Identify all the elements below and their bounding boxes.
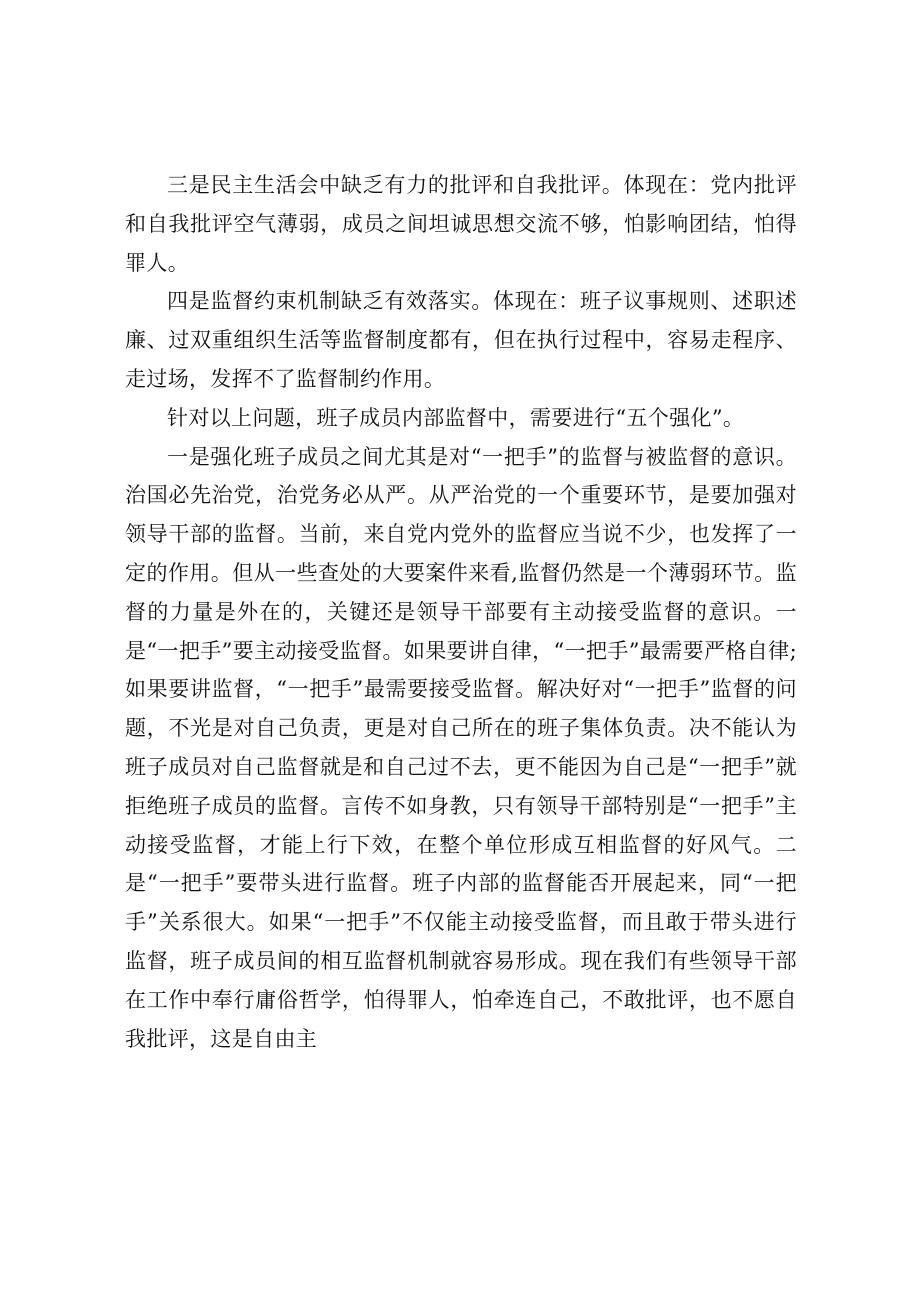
paragraph-strengthen-awareness: 一是强化班子成员之间尤其是对“一把手”的监督与被监督的意识。治国必先治党，治党务必从严。从严治党的一个重要环节，是要加强对领导干部的监督。当前，来自党内党外的监督应当说不少，也发挥了一定的作用。但从一些查处的大要案件来看,监督仍然是一个薄弱环节。监督的力量是外在的，关键还是领导干部要有主动接受监督的意识。一是“一把手”要主动接受监督。如果要讲自律，“一把手”最需要严格自律;如果要讲监督，“一把手”最需要接受监督。解决好对“一把手”监督的问题，不光是对自己负责，更是对自己所在的班子集体负责。决不能认为班子成员对自己监督就是和自己过不去，更不能因为自己是“一把手”就拒绝班子成员的监督。言传不如身教，只有领导干部特别是“一把手”主动接受监督，才能上行下效，在整个单位形成互相监督的好风气。二是“一把手”要带头进行监督。班子内部的监督能否开展起来，同“一把手”关系很大。如果“一把手”不仅能主动接受监督，而且敢于带头进行监督，班子成员间的相互监督机制就容易形成。现在我们有些领导干部在工作中奉行庸俗哲学，怕得罪人，怕牵连自己，不敢批评，也不愿自我批评，这是自由主 [125,444,797,1051]
paragraph-criticism: 三是民主生活会中缺乏有力的批评和自我批评。体现在：党内批评和自我批评空气薄弱，成员之间坦诚思想交流不够，怕影响团结，怕得罪人。 [125,173,797,275]
paragraph-supervision-mechanism: 四是监督约束机制缺乏有效落实。体现在：班子议事规则、述职述廉、过双重组织生活等监督制度都有，但在执行过程中，容易走程序、走过场，发挥不了监督制约作用。 [125,289,797,391]
paragraph-five-strengthenings: 针对以上问题，班子成员内部监督中，需要进行“五个强化”。 [167,405,745,430]
document-body [125,166,797,1058]
